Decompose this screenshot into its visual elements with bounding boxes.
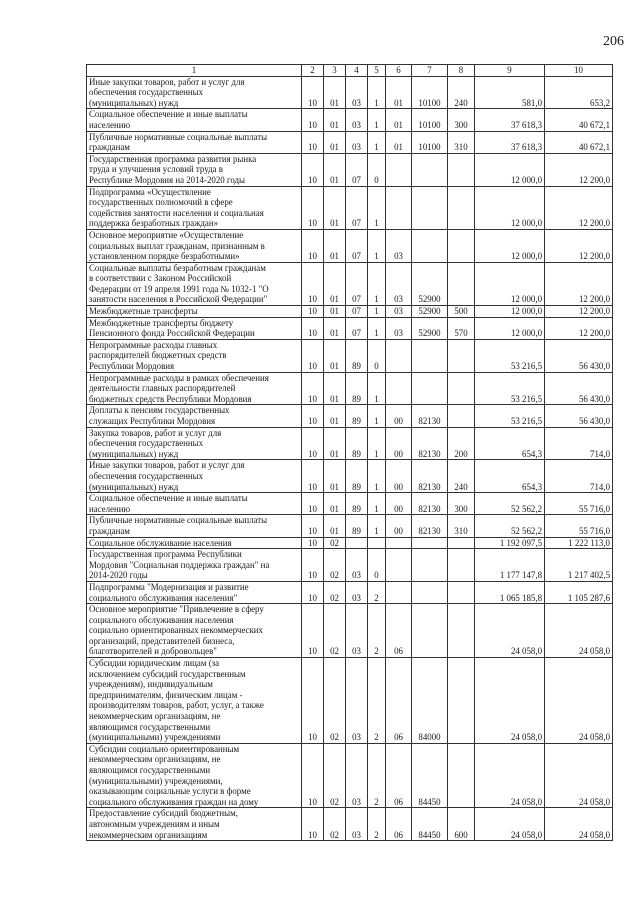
budget-table bbox=[86, 64, 613, 841]
code-cell bbox=[386, 581, 412, 603]
code-cell bbox=[412, 186, 448, 229]
amount-cell: 1 177 147,8 bbox=[475, 549, 545, 582]
code-cell: 01 bbox=[324, 131, 346, 153]
code-cell bbox=[412, 581, 448, 603]
code-cell: 01 bbox=[324, 153, 346, 186]
column-header: 3 bbox=[324, 65, 346, 77]
code-cell: 300 bbox=[448, 493, 475, 515]
code-cell bbox=[412, 372, 448, 405]
code-cell: 1 bbox=[368, 515, 386, 537]
code-cell: 07 bbox=[346, 262, 368, 305]
code-cell: 10 bbox=[302, 262, 324, 305]
code-cell: 89 bbox=[346, 339, 368, 372]
code-cell: 01 bbox=[386, 76, 412, 109]
table-row bbox=[87, 262, 613, 305]
amount-cell: 714,0 bbox=[545, 460, 613, 493]
table-row bbox=[87, 808, 613, 841]
table-row bbox=[87, 460, 613, 493]
amount-cell: 24 058,0 bbox=[475, 808, 545, 841]
amount-cell: 12 200,0 bbox=[545, 153, 613, 186]
column-header: 2 bbox=[302, 65, 324, 77]
amount-cell: 24 058,0 bbox=[545, 658, 613, 744]
code-cell: 00 bbox=[386, 515, 412, 537]
code-cell bbox=[412, 537, 448, 549]
code-cell: 52900 bbox=[412, 306, 448, 318]
column-header: 6 bbox=[386, 65, 412, 77]
code-cell: 03 bbox=[386, 306, 412, 318]
code-cell: 2 bbox=[368, 658, 386, 744]
code-cell: 01 bbox=[324, 317, 346, 339]
code-cell: 07 bbox=[346, 186, 368, 229]
amount-cell: 37 618,3 bbox=[475, 109, 545, 131]
code-cell: 03 bbox=[346, 743, 368, 808]
code-cell: 52900 bbox=[412, 317, 448, 339]
code-cell: 10 bbox=[302, 537, 324, 549]
amount-cell: 1 065 185,8 bbox=[475, 581, 545, 603]
amount-cell: 654,3 bbox=[475, 427, 545, 460]
amount-cell: 24 058,0 bbox=[545, 743, 613, 808]
code-cell: 300 bbox=[448, 109, 475, 131]
code-cell: 01 bbox=[324, 109, 346, 131]
amount-cell: 1 192 097,5 bbox=[475, 537, 545, 549]
code-cell: 84000 bbox=[412, 658, 448, 744]
code-cell: 07 bbox=[346, 317, 368, 339]
code-cell: 10 bbox=[302, 658, 324, 744]
code-cell: 82130 bbox=[412, 460, 448, 493]
table-row bbox=[87, 306, 613, 318]
code-cell: 01 bbox=[324, 405, 346, 427]
table-row bbox=[87, 372, 613, 405]
column-header: 9 bbox=[475, 65, 545, 77]
code-cell: 06 bbox=[386, 808, 412, 841]
amount-cell: 12 000,0 bbox=[475, 262, 545, 305]
code-cell: 02 bbox=[324, 581, 346, 603]
code-cell: 10 bbox=[302, 405, 324, 427]
amount-cell: 24 058,0 bbox=[475, 743, 545, 808]
row-name-cell: Непрограммные расходы в рамках обеспечения деятельности главных распорядителей бюджетных средств Республики Мордовия bbox=[87, 372, 302, 405]
code-cell: 01 bbox=[324, 186, 346, 229]
amount-cell: 1 217 402,5 bbox=[545, 549, 613, 582]
row-name-cell: Основное мероприятие «Осуществление социальных выплат гражданам, признанным в установленном порядке безработными» bbox=[87, 229, 302, 262]
row-name-cell: Публичные нормативные социальные выплаты гражданам bbox=[87, 515, 302, 537]
row-name-cell: Основное мероприятие "Привлечение в сферу социального обслуживания населения социально ориентированных некоммерческих организаций, представителей бизнеса, благотворителей и добровольцев" bbox=[87, 604, 302, 658]
header-row bbox=[87, 65, 613, 77]
code-cell: 07 bbox=[346, 153, 368, 186]
code-cell bbox=[448, 658, 475, 744]
code-cell bbox=[448, 549, 475, 582]
code-cell bbox=[448, 153, 475, 186]
code-cell: 82130 bbox=[412, 405, 448, 427]
code-cell: 03 bbox=[346, 549, 368, 582]
code-cell: 01 bbox=[324, 427, 346, 460]
code-cell: 1 bbox=[368, 306, 386, 318]
code-cell: 02 bbox=[324, 604, 346, 658]
code-cell: 10 bbox=[302, 427, 324, 460]
code-cell: 01 bbox=[324, 262, 346, 305]
code-cell: 89 bbox=[346, 372, 368, 405]
code-cell bbox=[412, 604, 448, 658]
amount-cell: 53 216,5 bbox=[475, 372, 545, 405]
row-name-cell: Иные закупки товаров, работ и услуг для обеспечения государственных (муниципальных) нужд bbox=[87, 76, 302, 109]
code-cell: 03 bbox=[346, 109, 368, 131]
code-cell: 10100 bbox=[412, 76, 448, 109]
code-cell: 10 bbox=[302, 317, 324, 339]
column-header: 4 bbox=[346, 65, 368, 77]
row-name-cell: Межбюджетные трансферты bbox=[87, 306, 302, 318]
code-cell bbox=[412, 549, 448, 582]
row-name-cell: Социальное обеспечение и иные выплаты населению bbox=[87, 493, 302, 515]
code-cell: 10 bbox=[302, 743, 324, 808]
code-cell: 1 bbox=[368, 317, 386, 339]
table-row bbox=[87, 186, 613, 229]
table-row bbox=[87, 581, 613, 603]
code-cell bbox=[448, 339, 475, 372]
code-cell: 02 bbox=[324, 808, 346, 841]
code-cell: 240 bbox=[448, 460, 475, 493]
code-cell: 2 bbox=[368, 808, 386, 841]
code-cell: 01 bbox=[324, 372, 346, 405]
code-cell: 07 bbox=[346, 306, 368, 318]
code-cell: 10100 bbox=[412, 131, 448, 153]
code-cell: 1 bbox=[368, 229, 386, 262]
code-cell: 03 bbox=[346, 581, 368, 603]
code-cell: 2 bbox=[368, 604, 386, 658]
table-row bbox=[87, 604, 613, 658]
code-cell: 10 bbox=[302, 153, 324, 186]
code-cell: 01 bbox=[386, 131, 412, 153]
code-cell: 03 bbox=[386, 317, 412, 339]
code-cell: 600 bbox=[448, 808, 475, 841]
code-cell: 1 bbox=[368, 186, 386, 229]
code-cell bbox=[448, 262, 475, 305]
amount-cell: 40 672,1 bbox=[545, 109, 613, 131]
amount-cell: 12 200,0 bbox=[545, 317, 613, 339]
amount-cell: 654,3 bbox=[475, 460, 545, 493]
code-cell: 02 bbox=[324, 549, 346, 582]
amount-cell: 56 430,0 bbox=[545, 339, 613, 372]
table-row bbox=[87, 76, 613, 109]
code-cell: 310 bbox=[448, 515, 475, 537]
table-row bbox=[87, 153, 613, 186]
page-number: 206 bbox=[603, 34, 624, 49]
code-cell: 03 bbox=[346, 808, 368, 841]
code-cell: 10 bbox=[302, 372, 324, 405]
column-header: 5 bbox=[368, 65, 386, 77]
code-cell: 10 bbox=[302, 581, 324, 603]
code-cell: 10 bbox=[302, 229, 324, 262]
row-name-cell: Социальное обеспечение и иные выплаты населению bbox=[87, 109, 302, 131]
row-name-cell: Иные закупки товаров, работ и услуг для обеспечения государственных (муниципальных) нужд bbox=[87, 460, 302, 493]
code-cell: 10 bbox=[302, 131, 324, 153]
code-cell: 01 bbox=[324, 339, 346, 372]
code-cell: 10 bbox=[302, 808, 324, 841]
code-cell: 1 bbox=[368, 76, 386, 109]
code-cell bbox=[412, 339, 448, 372]
code-cell: 02 bbox=[324, 743, 346, 808]
code-cell: 10 bbox=[302, 604, 324, 658]
code-cell: 10 bbox=[302, 109, 324, 131]
amount-cell: 714,0 bbox=[545, 427, 613, 460]
table-row bbox=[87, 317, 613, 339]
code-cell: 0 bbox=[368, 153, 386, 186]
table-row bbox=[87, 743, 613, 808]
code-cell: 03 bbox=[346, 131, 368, 153]
row-name-cell: Подпрограмма "Модернизация и развитие социального обслуживания населения" bbox=[87, 581, 302, 603]
code-cell: 03 bbox=[346, 604, 368, 658]
code-cell: 84450 bbox=[412, 743, 448, 808]
code-cell: 10100 bbox=[412, 109, 448, 131]
code-cell: 10 bbox=[302, 493, 324, 515]
code-cell: 01 bbox=[324, 493, 346, 515]
code-cell: 1 bbox=[368, 262, 386, 305]
code-cell: 0 bbox=[368, 549, 386, 582]
code-cell bbox=[368, 537, 386, 549]
amount-cell: 12 200,0 bbox=[545, 186, 613, 229]
code-cell: 02 bbox=[324, 537, 346, 549]
code-cell bbox=[386, 372, 412, 405]
code-cell: 10 bbox=[302, 76, 324, 109]
table-row bbox=[87, 537, 613, 549]
row-name-cell: Социальные выплаты безработным гражданам в соответствии с Законом Российской Федерации от 19 апреля 1991 года № 1032-1 "О занятости населения в Российской Федерации" bbox=[87, 262, 302, 305]
code-cell bbox=[448, 581, 475, 603]
column-header: 10 bbox=[545, 65, 613, 77]
amount-cell: 37 618,3 bbox=[475, 131, 545, 153]
table-row bbox=[87, 339, 613, 372]
code-cell: 84450 bbox=[412, 808, 448, 841]
row-name-cell: Государственная программа Республики Мордовия "Социальная поддержка граждан" на 2014-2020 годы bbox=[87, 549, 302, 582]
code-cell: 06 bbox=[386, 658, 412, 744]
amount-cell: 581,0 bbox=[475, 76, 545, 109]
row-name-cell: Межбюджетные трансферты бюджету Пенсионного фонда Российской Федерации bbox=[87, 317, 302, 339]
code-cell bbox=[386, 153, 412, 186]
table-row bbox=[87, 131, 613, 153]
code-cell: 10 bbox=[302, 339, 324, 372]
code-cell bbox=[412, 153, 448, 186]
code-cell: 0 bbox=[368, 339, 386, 372]
amount-cell: 24 058,0 bbox=[545, 808, 613, 841]
code-cell: 01 bbox=[324, 229, 346, 262]
code-cell: 89 bbox=[346, 493, 368, 515]
code-cell: 240 bbox=[448, 76, 475, 109]
row-name-cell: Публичные нормативные социальные выплаты гражданам bbox=[87, 131, 302, 153]
column-header: 8 bbox=[448, 65, 475, 77]
amount-cell: 12 000,0 bbox=[475, 317, 545, 339]
code-cell: 00 bbox=[386, 405, 412, 427]
code-cell: 1 bbox=[368, 405, 386, 427]
code-cell bbox=[448, 372, 475, 405]
table-row bbox=[87, 405, 613, 427]
amount-cell: 56 430,0 bbox=[545, 372, 613, 405]
code-cell: 82130 bbox=[412, 427, 448, 460]
row-name-cell: Субсидии юридическим лицам (за исключением субсидий государственным учреждениям), индивидуальным предпринимателям, физическим лицам - производителям товаров, работ, услуг, а также некоммерческим организациям, не являющимся государственными (муниципальными) учреждениями bbox=[87, 658, 302, 744]
table-row bbox=[87, 658, 613, 744]
code-cell: 03 bbox=[386, 262, 412, 305]
row-name-cell: Государственная программа развития рынка труда и улучшения условий труда в Республике Мордовия на 2014-2020 годы bbox=[87, 153, 302, 186]
code-cell: 10 bbox=[302, 306, 324, 318]
code-cell: 02 bbox=[324, 658, 346, 744]
table-row bbox=[87, 549, 613, 582]
table-row bbox=[87, 109, 613, 131]
code-cell: 2 bbox=[368, 743, 386, 808]
code-cell bbox=[386, 186, 412, 229]
amount-cell: 12 000,0 bbox=[475, 229, 545, 262]
code-cell: 200 bbox=[448, 427, 475, 460]
code-cell: 03 bbox=[346, 76, 368, 109]
code-cell: 03 bbox=[346, 658, 368, 744]
code-cell bbox=[386, 537, 412, 549]
table-body bbox=[87, 76, 613, 841]
row-name-cell: Закупка товаров, работ и услуг для обеспечения государственных (муниципальных) нужд bbox=[87, 427, 302, 460]
code-cell: 52900 bbox=[412, 262, 448, 305]
row-name-cell: Непрограммные расходы главных распорядителей бюджетных средств Республики Мордовия bbox=[87, 339, 302, 372]
code-cell: 01 bbox=[386, 109, 412, 131]
code-cell bbox=[386, 339, 412, 372]
code-cell: 03 bbox=[386, 229, 412, 262]
code-cell bbox=[448, 186, 475, 229]
code-cell: 310 bbox=[448, 131, 475, 153]
amount-cell: 24 058,0 bbox=[545, 604, 613, 658]
code-cell: 89 bbox=[346, 427, 368, 460]
code-cell: 01 bbox=[324, 306, 346, 318]
row-name-cell: Подпрограмма «Осуществление государственных полномочий в сфере содействия занятости населения и социальная поддержка безработных граждан» bbox=[87, 186, 302, 229]
code-cell: 1 bbox=[368, 131, 386, 153]
column-header: 1 bbox=[87, 65, 302, 77]
amount-cell: 56 430,0 bbox=[545, 405, 613, 427]
code-cell: 2 bbox=[368, 581, 386, 603]
code-cell: 570 bbox=[448, 317, 475, 339]
code-cell bbox=[448, 229, 475, 262]
amount-cell: 53 216,5 bbox=[475, 339, 545, 372]
table-row bbox=[87, 229, 613, 262]
code-cell: 01 bbox=[324, 515, 346, 537]
amount-cell: 12 000,0 bbox=[475, 306, 545, 318]
amount-cell: 12 200,0 bbox=[545, 306, 613, 318]
code-cell: 10 bbox=[302, 515, 324, 537]
code-cell: 06 bbox=[386, 604, 412, 658]
code-cell: 89 bbox=[346, 405, 368, 427]
code-cell bbox=[448, 537, 475, 549]
amount-cell: 24 058,0 bbox=[475, 604, 545, 658]
amount-cell: 653,2 bbox=[545, 76, 613, 109]
amount-cell: 52 562,2 bbox=[475, 493, 545, 515]
code-cell bbox=[448, 405, 475, 427]
table-row bbox=[87, 515, 613, 537]
code-cell bbox=[386, 549, 412, 582]
amount-cell: 1 105 287,6 bbox=[545, 581, 613, 603]
code-cell bbox=[412, 229, 448, 262]
code-cell bbox=[448, 743, 475, 808]
amount-cell: 12 200,0 bbox=[545, 262, 613, 305]
code-cell: 1 bbox=[368, 427, 386, 460]
code-cell: 01 bbox=[324, 76, 346, 109]
row-name-cell: Доплаты к пенсиям государственных служащих Республики Мордовия bbox=[87, 405, 302, 427]
amount-cell: 52 562,2 bbox=[475, 515, 545, 537]
code-cell: 10 bbox=[302, 549, 324, 582]
row-name-cell: Социальное обслуживание населения bbox=[87, 537, 302, 549]
amount-cell: 12 000,0 bbox=[475, 186, 545, 229]
code-cell: 10 bbox=[302, 186, 324, 229]
code-cell: 00 bbox=[386, 427, 412, 460]
code-cell: 89 bbox=[346, 515, 368, 537]
code-cell: 01 bbox=[324, 460, 346, 493]
code-cell bbox=[448, 604, 475, 658]
code-cell: 82130 bbox=[412, 493, 448, 515]
amount-cell: 40 672,1 bbox=[545, 131, 613, 153]
code-cell bbox=[346, 537, 368, 549]
code-cell: 500 bbox=[448, 306, 475, 318]
code-cell: 1 bbox=[368, 372, 386, 405]
row-name-cell: Субсидии социально ориентированным некоммерческим организациям, не являющимся государственными (муниципальными) учреждениями, оказывающим социальные услуги в форме социального обслуживания граждан на дому bbox=[87, 743, 302, 808]
amount-cell: 55 716,0 bbox=[545, 515, 613, 537]
code-cell: 1 bbox=[368, 109, 386, 131]
amount-cell: 12 200,0 bbox=[545, 229, 613, 262]
code-cell: 07 bbox=[346, 229, 368, 262]
code-cell: 1 bbox=[368, 493, 386, 515]
code-cell: 89 bbox=[346, 460, 368, 493]
code-cell: 00 bbox=[386, 493, 412, 515]
column-header: 7 bbox=[412, 65, 448, 77]
amount-cell: 53 216,5 bbox=[475, 405, 545, 427]
table-row bbox=[87, 493, 613, 515]
row-name-cell: Предоставление субсидий бюджетным, автономным учреждениям и иным некоммерческим организациям bbox=[87, 808, 302, 841]
code-cell: 00 bbox=[386, 460, 412, 493]
code-cell: 82130 bbox=[412, 515, 448, 537]
amount-cell: 1 222 113,0 bbox=[545, 537, 613, 549]
code-cell: 1 bbox=[368, 460, 386, 493]
amount-cell: 55 716,0 bbox=[545, 493, 613, 515]
amount-cell: 24 058,0 bbox=[475, 658, 545, 744]
code-cell: 10 bbox=[302, 460, 324, 493]
code-cell: 06 bbox=[386, 743, 412, 808]
table-row bbox=[87, 427, 613, 460]
amount-cell: 12 000,0 bbox=[475, 153, 545, 186]
